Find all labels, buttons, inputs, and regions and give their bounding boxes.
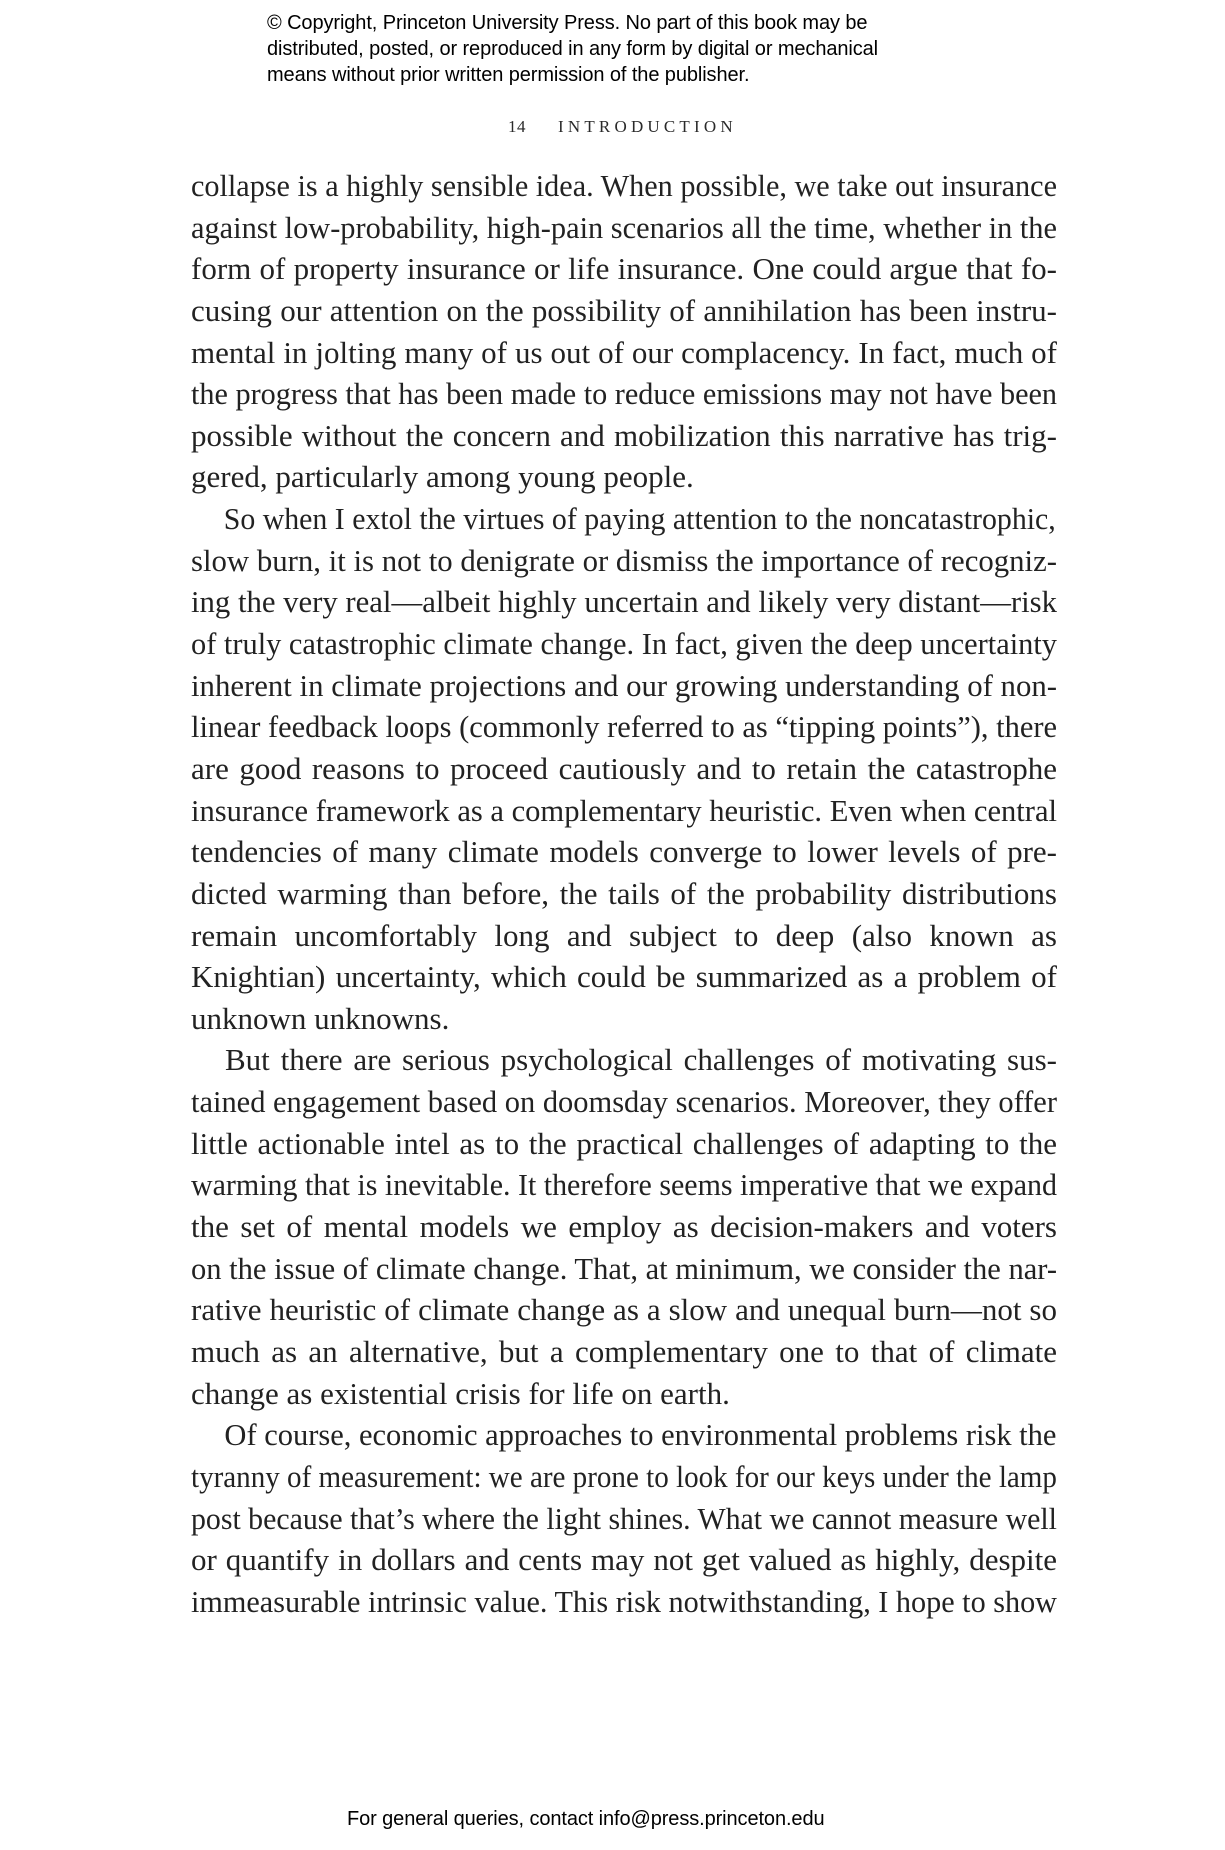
paragraph [191,165,1057,498]
text-line: slow burn, it is not to denigrate or dismiss the importance of recogniz- [191,542,1058,578]
text-line: form of property insurance or life insurance. One could argue that fo- [191,251,1057,287]
text-line: rative heuristic of climate change as a slow and unequal burn—not so [191,1292,1057,1328]
text-line: much as an alternative, but a complementary one to that of climate [191,1333,1057,1369]
text-line: the progress that has been made to reduce emissions may not have been [191,376,1058,412]
body-text [191,165,1057,1622]
text-line: cusing our attention on the possibility of annihilation has been instru- [191,292,1057,328]
text-line: dicted warming than before, the tails of the probability distributions [191,875,1057,911]
text-line: or quantify in dollars and cents may not get valued as highly, despite [191,1542,1057,1578]
section-title: INTRODUCTION [558,117,737,136]
text-line: inherent in climate projections and our growing understanding of non- [191,667,1057,703]
text-line: linear feedback loops (commonly referred to as “tipping points”), there [191,709,1058,745]
paragraph [191,498,1057,1039]
copyright-line: distributed, posted, or reproduced in any form by digital or mechanical [267,38,879,60]
text-line: tained engagement based on doomsday scenarios. Moreover, they offer [191,1084,1057,1120]
text-line: So when I extol the virtues of paying attention to the noncatastrophic, [223,501,1056,537]
text-line: remain uncomfortably long and subject to deep (also known as [191,917,1057,953]
text-line: Of course, economic approaches to environmental problems risk the [224,1417,1057,1453]
text-line: tyranny of measurement: we are prone to look for our keys under the lamp [191,1458,1057,1494]
text-line: immeasurable intrinsic value. This risk notwithstanding, I hope to show [191,1583,1057,1619]
text-line: warming that is inevitable. It therefore seems imperative that we expand [191,1167,1057,1203]
copyright-line: © Copyright, Princeton University Press. No part of this book may be [267,12,868,34]
copyright-notice [267,10,987,88]
page-number: 14 [508,117,526,136]
text-line: Knightian) uncertainty, which could be summarized as a problem of [191,959,1057,995]
text-line: unknown unknowns. [191,1000,450,1036]
text-line: against low-probability, high-pain scenarios all the time, whether in the [191,209,1057,245]
text-line: possible without the concern and mobilization this narrative has trig- [191,417,1057,453]
text-line: collapse is a highly sensible idea. When possible, we take out insurance [191,168,1057,203]
text-line: of truly catastrophic climate change. In fact, given the deep uncertainty [191,626,1057,662]
text-line: on the issue of climate change. That, at minimum, we consider the nar- [191,1250,1058,1286]
copyright-line: means without prior written permission of the publisher. [267,64,750,86]
text-line: insurance framework as a complementary heuristic. Even when central [191,792,1057,828]
paragraph [191,1414,1057,1622]
running-head [508,115,737,139]
text-line: ing the very real—albeit highly uncertain and likely very distant—risk [191,584,1058,620]
text-line: post because that’s where the light shines. What we cannot measure well [191,1500,1057,1536]
text-line: change as existential crisis for life on earth. [191,1375,730,1411]
text-line: the set of mental models we employ as decision-makers and voters [191,1209,1057,1245]
text-line: tendencies of many climate models converge to lower levels of pre- [191,834,1057,870]
footer-contact: For general queries, contact info@press.princeton.edu [347,1808,825,1830]
paragraph [191,1039,1057,1414]
text-line: are good reasons to proceed cautiously and to retain the catastrophe [191,750,1057,786]
text-line: gered, particularly among young people. [191,459,694,495]
text-line: But there are serious psychological challenges of motivating sus- [225,1042,1057,1078]
text-line: little actionable intel as to the practical challenges of adapting to the [191,1125,1057,1161]
text-line: mental in jolting many of us out of our complacency. In fact, much of [191,334,1057,370]
